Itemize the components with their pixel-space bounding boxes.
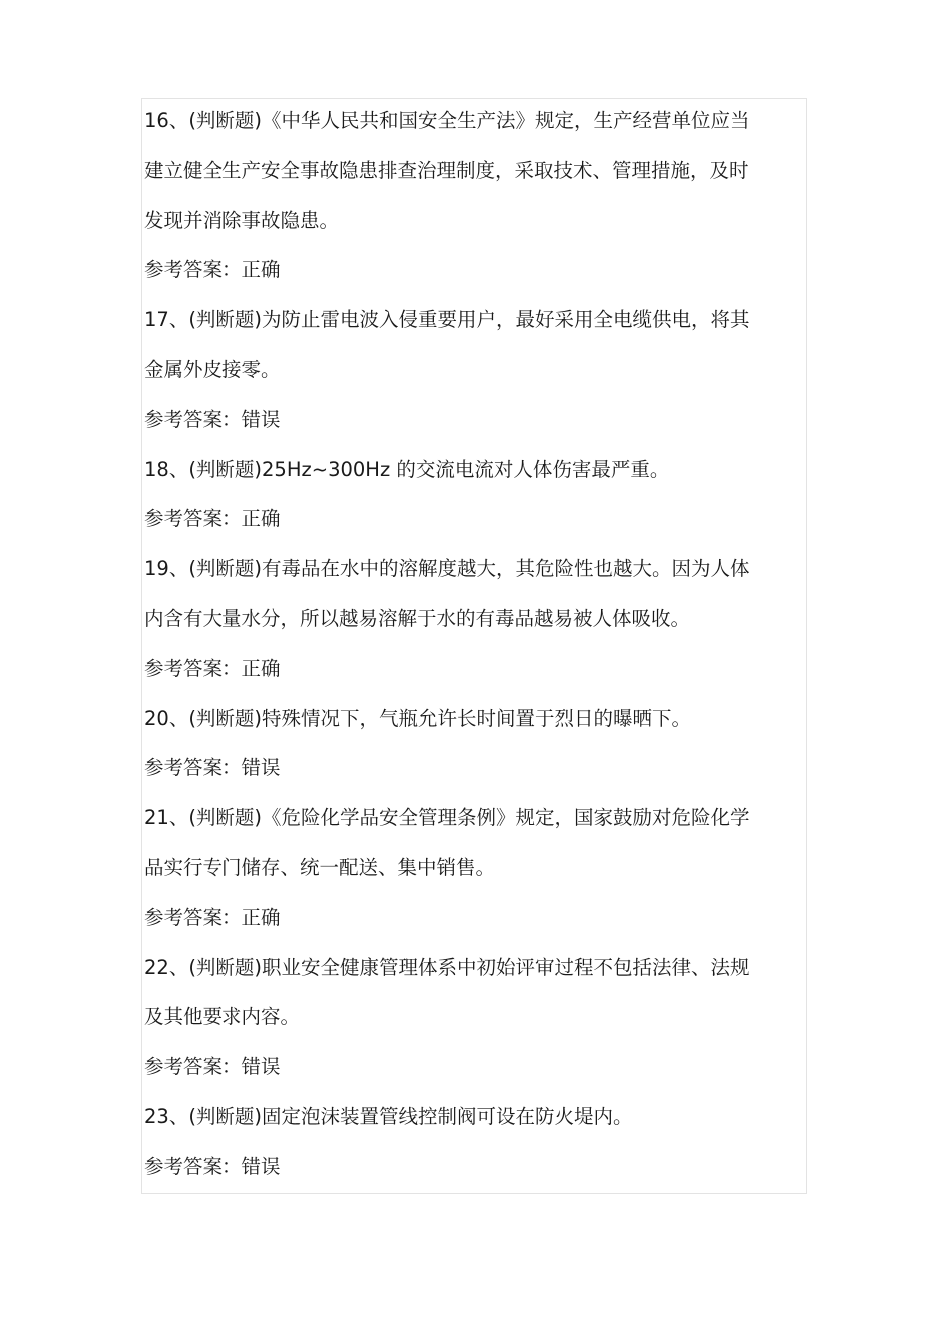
question-line: 18、(判断题)25Hz~300Hz 的交流电流对人体伤害最严重。: [144, 457, 670, 481]
question-line: 16、(判断题)《中华人民共和国安全生产法》规定，生产经营单位应当: [144, 109, 750, 132]
question-item: [144, 943, 784, 1092]
answer-text: 参考答案：正确: [144, 905, 281, 929]
question-line: 17、(判断题)为防止雷电波入侵重要用户，最好采用全电缆供电，将其: [144, 308, 750, 332]
question-line: 品实行专门储存、统一配送、集中销售。: [144, 855, 496, 879]
question-line: 23、(判断题)固定泡沫装置管线控制阀可设在防火堤内。: [144, 1104, 633, 1128]
question-item: [144, 1092, 784, 1192]
question-item: [144, 694, 784, 794]
answer-text: 参考答案：正确: [144, 507, 281, 531]
question-item: [144, 544, 784, 693]
answer-text: 参考答案：正确: [144, 656, 281, 680]
question-line: 及其他要求内容。: [144, 1005, 301, 1029]
question-line: 20、(判断题)特殊情况下，气瓶允许长时间置于烈日的曝晒下。: [144, 706, 692, 730]
question-line: 21、(判断题)《危险化学品安全管理条例》规定，国家鼓励对危险化学: [144, 806, 750, 830]
question-line: 金属外皮接零。: [144, 357, 281, 381]
question-line: 19、(判断题)有毒品在水中的溶解度越大，其危险性也越大。因为人体: [144, 557, 750, 581]
question-line: 内含有大量水分，所以越易溶解于水的有毒品越易被人体吸收。: [144, 606, 691, 630]
question-line: 发现并消除事故隐患。: [144, 208, 340, 232]
answer-text: 参考答案：正确: [144, 258, 281, 282]
question-item: [144, 445, 784, 545]
question-line: 22、(判断题)职业安全健康管理体系中初始评审过程不包括法律、法规: [144, 955, 750, 979]
answer-text: 参考答案：错误: [144, 407, 281, 431]
question-item: [144, 295, 784, 444]
question-item: [144, 96, 784, 295]
answer-text: 参考答案：错误: [144, 1154, 281, 1178]
answer-text: 参考答案：错误: [144, 756, 281, 780]
question-item: [144, 793, 784, 942]
question-list: [144, 96, 784, 1192]
question-line: 建立健全生产安全事故隐患排查治理制度，采取技术、管理措施，及时: [144, 158, 749, 182]
answer-text: 参考答案：错误: [144, 1055, 281, 1079]
